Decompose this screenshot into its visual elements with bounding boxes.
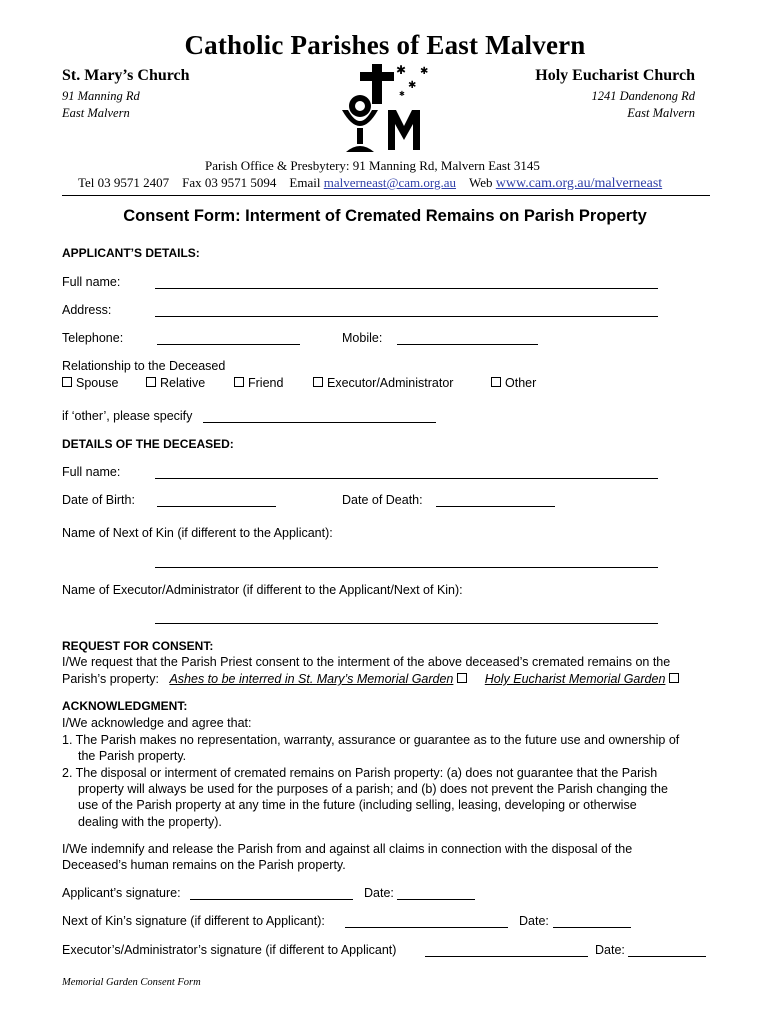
executor-date-label: Date: [595, 943, 625, 957]
acknowledgment-item-2-cont-2: use of the Parish property at any time in the future (including selling, leasing, developing or otherwise [78, 798, 637, 812]
kin-signature-label: Next of Kin’s signature (if different to Applicant): [62, 914, 325, 928]
parish-office-address: Parish Office & Presbytery: 91 Manning Rd, Malvern East 3145 [205, 158, 540, 173]
indemnify-line-2: Deceased’s human remains on the Parish property. [62, 858, 346, 872]
relationship-option-relative[interactable] [146, 376, 205, 390]
kin-date-label: Date: [519, 914, 549, 928]
svg-text:✱: ✱ [396, 63, 407, 77]
executor-date-field[interactable] [628, 956, 706, 957]
acknowledgment-intro: I/We acknowledge and agree that: [62, 716, 252, 730]
option-holy-eucharist-label: Holy Eucharist Memorial Garden [484, 672, 666, 686]
parish-title: Catholic Parishes of East Malvern [184, 30, 586, 60]
acknowledgment-heading: ACKNOWLEDGMENT: [62, 699, 188, 713]
applicant-address-label: Address: [62, 303, 112, 317]
deceased-details-heading: DETAILS OF THE DECEASED: [62, 437, 234, 451]
checkbox-icon[interactable] [313, 377, 323, 387]
contact-line [78, 175, 662, 192]
svg-text:✱: ✱ [408, 80, 417, 91]
kin-date-field[interactable] [553, 927, 631, 928]
applicant-mobile-label: Mobile: [342, 331, 383, 345]
relationship-option-other[interactable] [491, 376, 536, 390]
right-church-address-2: East Malvern [627, 106, 695, 120]
fax-number: Fax 03 9571 5094 [182, 175, 277, 190]
executor-label: Name of Executor/Administrator (if different to the Applicant/Next of Kin): [62, 583, 463, 597]
indemnify-line-1: I/We indemnify and release the Parish from and against all claims in connection with the disposal of the [62, 842, 633, 856]
next-of-kin-field[interactable] [155, 567, 658, 568]
relationship-option-label: Relative [160, 376, 206, 390]
relationship-option-friend[interactable] [234, 376, 283, 390]
other-specify-field[interactable] [203, 422, 436, 423]
kin-signature-field[interactable] [345, 927, 508, 928]
request-text-line-1: I/We request that the Parish Priest consent to the interment of the above deceased’s cremated remains on the [62, 655, 671, 669]
applicant-telephone-label: Telephone: [62, 331, 124, 345]
request-text-line-2 [62, 672, 683, 686]
relationship-option-label: Friend [248, 376, 284, 390]
relationship-option-label: Executor/Administrator [327, 376, 454, 390]
deceased-full-name-field[interactable] [155, 478, 658, 479]
executor-field[interactable] [155, 623, 658, 624]
telephone-number: Tel 03 9571 2407 [78, 175, 170, 190]
acknowledgment-item-1: 1. The Parish makes no representation, warranty, assurance or guarantee as to the future use and ownership of [62, 733, 680, 747]
option-holy-eucharist-garden[interactable] [485, 672, 683, 686]
svg-text:✱: ✱ [399, 90, 405, 98]
date-of-death-label: Date of Death: [342, 493, 423, 507]
executor-signature-field[interactable] [425, 956, 588, 957]
applicant-details-heading: APPLICANT’S DETAILS: [62, 246, 200, 260]
relationship-label: Relationship to the Deceased [62, 359, 226, 373]
right-church-address-1: 1241 Dandenong Rd [591, 89, 695, 103]
svg-text:✱: ✱ [420, 66, 429, 77]
applicant-mobile-field[interactable] [397, 344, 538, 345]
checkbox-icon[interactable] [234, 377, 244, 387]
date-of-death-field[interactable] [436, 506, 555, 507]
next-of-kin-label: Name of Next of Kin (if different to the Applicant): [62, 526, 333, 540]
left-church-address-1: 91 Manning Rd [62, 89, 140, 103]
checkbox-icon[interactable] [457, 673, 467, 683]
applicant-date-field[interactable] [397, 899, 475, 900]
form-heading: Consent Form: Interment of Cremated Remains on Parish Property [123, 207, 647, 225]
parish-logo-icon [336, 62, 436, 157]
applicant-telephone-field[interactable] [157, 344, 300, 345]
request-consent-heading: REQUEST FOR CONSENT: [62, 639, 214, 653]
checkbox-icon[interactable] [669, 673, 679, 683]
executor-signature-label: Executor’s/Administrator’s signature (if different to Applicant) [62, 943, 397, 957]
left-church-name: St. Mary’s Church [62, 67, 190, 84]
applicant-signature-label: Applicant’s signature: [62, 886, 181, 900]
option-st-marys-label: Ashes to be interred in St. Mary’s Memorial Garden [169, 672, 454, 686]
acknowledgment-item-2: 2. The disposal or interment of cremated remains on Parish property: (a) does not guarantee that the Parish [62, 766, 658, 780]
right-church-name: Holy Eucharist Church [535, 67, 695, 84]
web-link[interactable]: www.cam.org.au/malverneast [495, 176, 663, 191]
left-church-address-2: East Malvern [62, 106, 130, 120]
acknowledgment-item-1-cont: the Parish property. [78, 749, 187, 763]
acknowledgment-item-2-cont-3: dealing with the property). [78, 815, 222, 829]
relationship-option-executor[interactable] [313, 376, 453, 390]
checkbox-icon[interactable] [62, 377, 72, 387]
relationship-option-label: Other [505, 376, 537, 390]
applicant-signature-field[interactable] [190, 899, 353, 900]
date-of-birth-label: Date of Birth: [62, 493, 135, 507]
applicant-full-name-label: Full name: [62, 275, 121, 289]
email-link[interactable]: malverneast@cam.org.au [323, 175, 457, 190]
deceased-full-name-label: Full name: [62, 465, 121, 479]
checkbox-icon[interactable] [491, 377, 501, 387]
request-property-label: Parish’s property: [62, 672, 160, 686]
relationship-option-label: Spouse [76, 376, 119, 390]
acknowledgment-item-2-cont-1: property will always be used for the purposes of a parish; and (b) does not prevent the Parish changing the [78, 782, 668, 796]
header-divider [62, 195, 710, 196]
applicant-full-name-field[interactable] [155, 288, 658, 289]
relationship-option-spouse[interactable] [62, 376, 118, 390]
web-label: Web [469, 175, 493, 190]
option-st-marys-garden[interactable] [169, 672, 470, 686]
page-footer: Memorial Garden Consent Form [62, 977, 201, 988]
date-of-birth-field[interactable] [157, 506, 276, 507]
applicant-date-label: Date: [364, 886, 394, 900]
email-label: Email [289, 175, 321, 190]
applicant-address-field[interactable] [155, 316, 658, 317]
checkbox-icon[interactable] [146, 377, 156, 387]
other-specify-label: if ‘other’, please specify [62, 409, 193, 423]
